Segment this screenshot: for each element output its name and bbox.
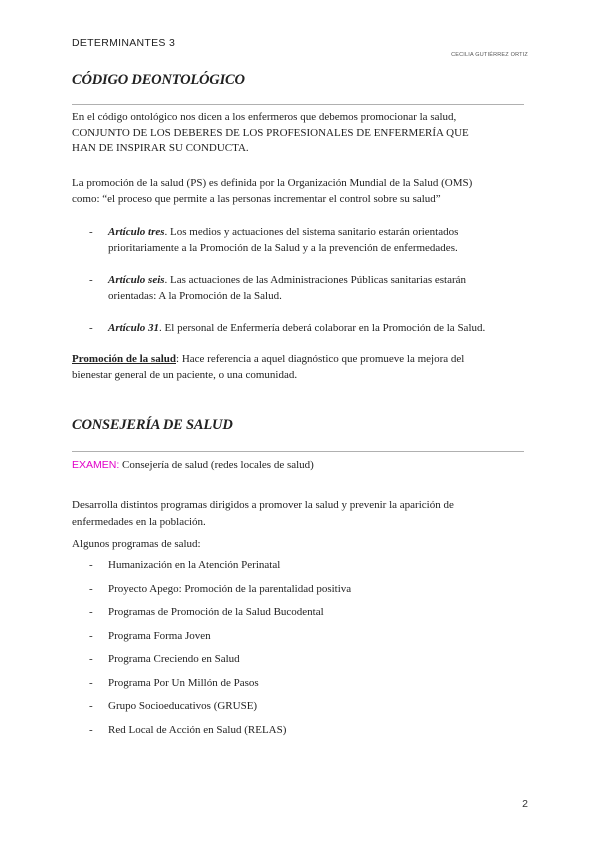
program-name: Red Local de Acción en Salud (RELAS) [108, 723, 287, 736]
list-item [89, 581, 351, 605]
bullet-dash: - [89, 653, 93, 665]
program-name: Programa Forma Joven [108, 629, 211, 642]
programs-intro: Algunos programas de salud: [72, 538, 201, 550]
list-item [89, 675, 351, 699]
ps-definition-paragraph [72, 176, 528, 207]
exam-text: Consejería de salud (redes locales de salud) [119, 459, 314, 471]
bullet-dash: - [89, 274, 93, 286]
intro-line: En el código ontológico nos dicen a los enfermeros que debemos promocionar la salud, [72, 111, 457, 123]
definition-text: bienestar general de un paciente, o una comunidad. [72, 368, 298, 381]
article-name: Artículo tres [108, 226, 165, 238]
list-item [89, 604, 351, 628]
program-name: Humanización en la Atención Perinatal [108, 559, 281, 571]
article-text: . Los medios y actuaciones del sistema sanitario estarán orientados [164, 226, 459, 238]
section-title-consejeria-de-salud: CONSEJERÍA DE SALUD [72, 417, 233, 433]
promocion-definition-paragraph [72, 352, 528, 383]
programs-list [89, 557, 351, 745]
article-item [89, 272, 529, 304]
list-item [89, 722, 351, 746]
article-text: prioritariamente a la Promoción de la Salud y a la prevención de enfermedades. [108, 242, 458, 254]
document-header-title: DETERMINANTES 3 [72, 37, 176, 49]
bullet-dash: - [89, 322, 93, 334]
bullet-dash: - [89, 226, 93, 238]
bullet-dash: - [89, 559, 93, 571]
program-name: Grupo Socioeducativos (GRUSE) [108, 700, 258, 712]
bullet-dash: - [89, 582, 93, 595]
page-number: 2 [522, 798, 528, 810]
article-item [89, 320, 529, 336]
list-item [89, 698, 351, 722]
list-item [89, 628, 351, 652]
bullet-dash: - [89, 606, 93, 618]
list-item [89, 557, 351, 581]
exam-note [72, 458, 528, 474]
intro-line: HAN DE INSPIRAR SU CONDUCTA. [72, 142, 249, 154]
program-name: Programa Creciendo en Salud [108, 653, 240, 665]
intro-line: CONJUNTO DE LOS DEBERES DE LOS PROFESIONALES DE ENFERMERÍA QUE [72, 126, 469, 139]
section-divider [72, 104, 524, 105]
list-item [89, 651, 351, 675]
article-name: Artículo 31 [108, 322, 160, 334]
definition-text: : Hace referencia a aquel diagnóstico que promueve la mejora del [176, 353, 465, 365]
description-line: Desarrolla distintos programas dirigidos a promover la salud y prevenir la aparición de [72, 499, 454, 511]
ps-line: como: “el proceso que permite a las personas incrementar el control sobre su salud” [72, 192, 441, 205]
article-text: orientadas: A la Promoción de la Salud. [108, 290, 282, 302]
article-item [89, 224, 529, 256]
bullet-dash: - [89, 723, 93, 736]
section-title-codigo-deontologico: CÓDIGO DEONTOLÓGICO [72, 72, 245, 88]
ps-line: La promoción de la salud (PS) es definida por la Organización Mundial de la Salud (OMS) [72, 177, 473, 189]
program-name: Proyecto Apego: Promoción de la parentalidad positiva [108, 582, 352, 595]
program-name: Programas de Promoción de la Salud Bucodental [108, 606, 324, 618]
article-name: Artículo seis [108, 274, 165, 286]
article-text: . Las actuaciones de las Administraciones Públicas sanitarias estarán [164, 274, 467, 286]
bullet-dash: - [89, 700, 93, 712]
program-name: Programa Por Un Millón de Pasos [108, 676, 259, 689]
consejeria-description [72, 497, 528, 531]
description-line: enfermedades en la población. [72, 516, 206, 528]
section-divider [72, 451, 524, 452]
article-text: . El personal de Enfermería deberá colaborar en la Promoción de la Salud. [159, 322, 486, 334]
intro-paragraph [72, 110, 528, 157]
bullet-dash: - [89, 676, 93, 689]
exam-label: EXAMEN: [72, 459, 120, 471]
document-header-author: CECILIA GUTIÉRREZ ORTIZ [451, 52, 528, 58]
definition-term: Promoción de la salud [72, 353, 177, 365]
bullet-dash: - [89, 629, 93, 642]
